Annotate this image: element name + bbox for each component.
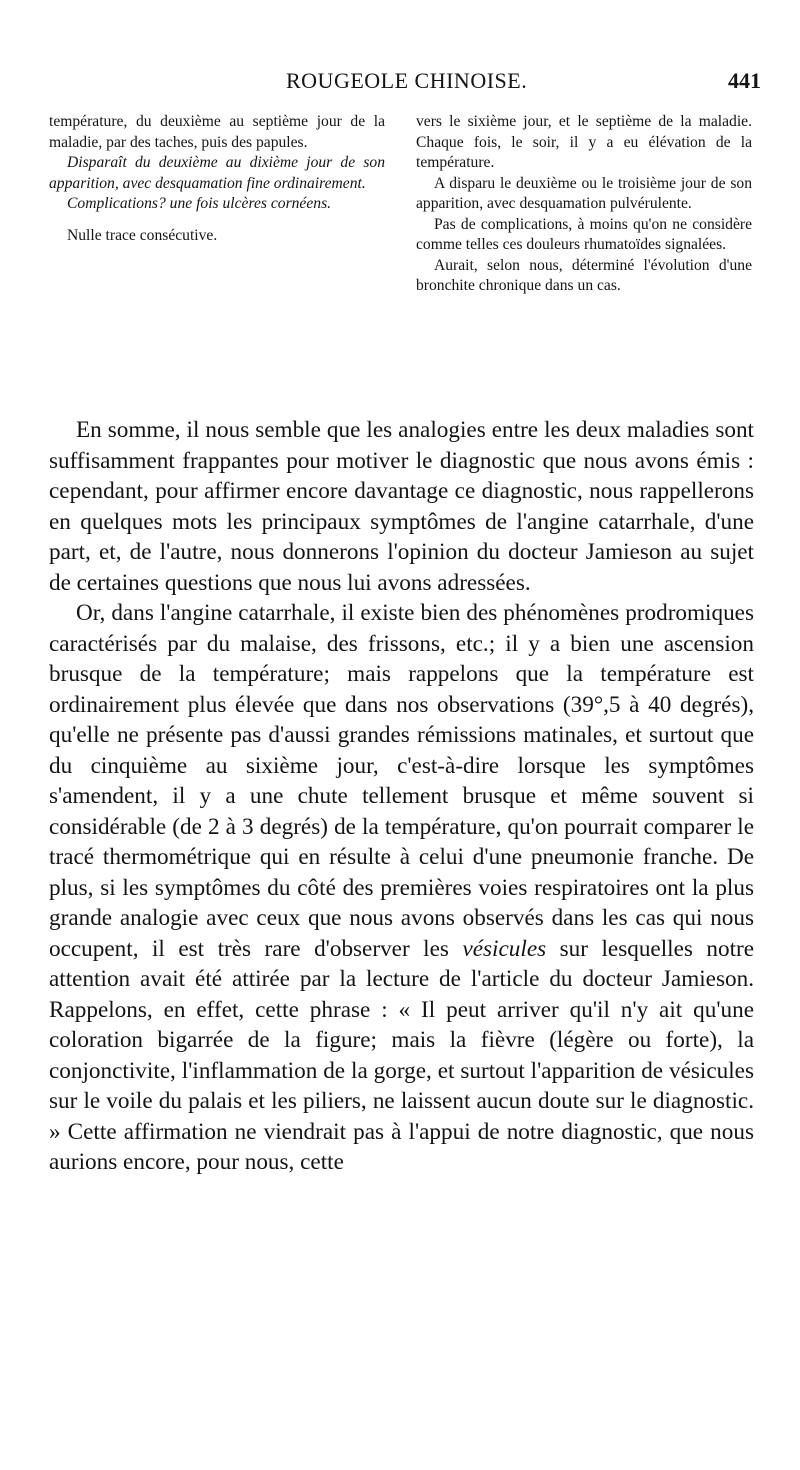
left-paragraph-1: température, du deuxième au septième jour de la maladie, par des taches, puis des papules.: [49, 113, 385, 151]
right-paragraph-2: A disparu le deuxième ou le troisième jour de son apparition, avec desquamation pulvérulente.: [416, 174, 752, 212]
left-paragraph-2-text: Disparaît du deuxième au dixième jour de son apparition, avec desquamation fine ordinairement.: [49, 154, 385, 192]
page-number: 441: [728, 68, 761, 93]
left-paragraph-2: [49, 153, 385, 194]
running-head: [0, 68, 800, 98]
body-paragraph-2-part-a: Or, dans l'angine catarrhale, il existe bien des phénomènes prodromiques caractérisés par du malaise, des frissons, etc.; il y a bien une ascension brusque de la température; mais rappelons que la température est ordinairement plus élevée que dans nos observations (39°,5 à 40 degrés), qu'elle ne présente pas d'aussi grandes rémissions matinales, et surtout que du cinquième au sixième jour, c'est-à-dire lorsque les symptômes s'amendent, il y a une chute tellement brusque et même souvent si considérable (de 2 à 3 degrés) de la température, qu'on pourrait comparer le tracé thermométrique qui en résulte à celui d'une pneumonie franche. De plus, si les symptômes du côté des premières voies respiratoires ont la plus grande analogie avec ceux que nous avons observés dans les cas qui nous occupent, il est très rare d'observer les: [49, 600, 754, 962]
right-paragraph-3: Pas de complications, à moins qu'on ne considère comme telles ces douleurs rhumatoïdes signalées.: [416, 215, 752, 253]
left-paragraph-4: Nulle trace consécutive.: [67, 226, 218, 244]
running-title: ROUGEOLE CHINOISE.: [286, 68, 528, 93]
right-column: [416, 112, 752, 297]
body-paragraph-2-italic: vésicules: [462, 935, 547, 962]
left-paragraph-3-text: Complications? une fois ulcères cornéens.: [67, 195, 332, 212]
main-text: [49, 415, 754, 1178]
left-column: [49, 112, 385, 246]
right-paragraph-1: vers le sixième jour, et le septième de la maladie. Chaque fois, le soir, il y a eu élévation de la température.: [416, 113, 752, 171]
body-paragraph-1: En somme, il nous semble que les analogies entre les deux maladies sont suffisamment frappantes pour motiver le diagnostic que nous avons émis : cependant, pour affirmer encore davantage ce diagnostic, nous rappellerons en quelques mots les principaux symptômes de l'angine catarrhale, d'une part, et, de l'autre, nous donnerons l'opinion du docteur Jamieson au sujet de certaines questions que nous lui avons adressées.: [49, 417, 754, 596]
body-paragraph-2: [49, 598, 754, 1178]
right-paragraph-4: Aurait, selon nous, déterminé l'évolution d'une bronchite chronique dans un cas.: [416, 256, 752, 294]
left-paragraph-3: [49, 194, 385, 215]
body-paragraph-2-part-b: sur lesquelles notre attention avait été attirée par la lecture de l'article du docteur Jamieson. Rappelons, en effet, cette phrase : « Il peut arriver qu'il n'y ait qu'une coloration bigarrée de la figure; mais la fièvre (légère ou forte), la conjonctivite, l'inflammation de la gorge, et surtout l'apparition de vésicules sur le voile du palais et les piliers, ne laissent aucun doute sur le diagnostic. » Cette affirmation ne viendrait pas à l'appui de notre diagnostic, que nous aurions encore, pour nous, cette: [49, 935, 755, 1175]
